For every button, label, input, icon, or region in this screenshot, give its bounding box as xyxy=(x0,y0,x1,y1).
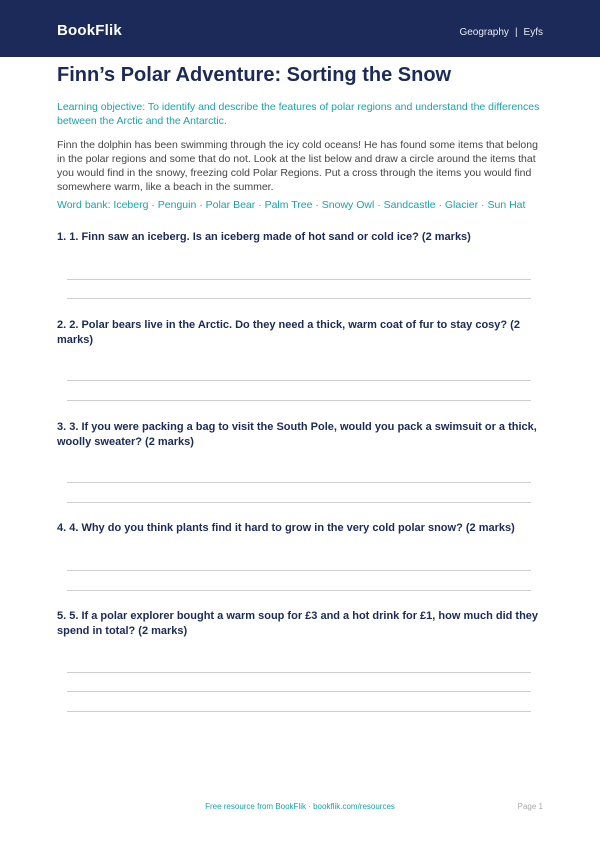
worksheet-title: Finn’s Polar Adventure: Sorting the Snow xyxy=(57,64,452,86)
answer-line[interactable] xyxy=(67,400,531,401)
subject-label: Geography xyxy=(459,27,509,38)
question-1: 1. 1. Finn saw an iceberg. Is an iceberg made of hot sand or cold ice? (2 marks) xyxy=(57,231,471,243)
level-label: Eyfs xyxy=(523,27,543,38)
meta-separator: | xyxy=(514,27,518,38)
question-5: 5. 5. If a polar explorer bought a warm soup for £3 and a hot drink for £1, how much did they spend in total? (2 marks) xyxy=(57,610,539,637)
learning-objective: Learning objective: To identify and describe the features of polar regions and understand the differences between the Arctic and the Antarctic. xyxy=(57,101,540,127)
question-4: 4. 4. Why do you think plants find it hard to grow in the very cold polar snow? (2 marks) xyxy=(57,522,515,534)
answer-line[interactable] xyxy=(67,298,531,299)
answer-line[interactable] xyxy=(67,482,531,483)
answer-line[interactable] xyxy=(67,380,531,381)
word-bank: Word bank: Iceberg · Penguin · Polar Bear · Palm Tree · Snowy Owl · Sandcastle · Glacier · Sun Hat xyxy=(57,199,526,211)
answer-line[interactable] xyxy=(67,502,531,503)
answer-line[interactable] xyxy=(67,672,531,673)
header-bar xyxy=(0,0,600,57)
answer-line[interactable] xyxy=(67,590,531,591)
subject-level xyxy=(459,27,543,38)
answer-line[interactable] xyxy=(67,279,531,280)
footer-credit[interactable]: Free resource from BookFlik · bookflik.com/resources xyxy=(205,802,395,811)
answer-line[interactable] xyxy=(67,691,531,692)
answer-line[interactable] xyxy=(67,711,531,712)
question-3: 3. 3. If you were packing a bag to visit the South Pole, would you pack a swimsuit or a thick, woolly sweater? (2 marks) xyxy=(57,421,537,448)
answer-line[interactable] xyxy=(67,570,531,571)
question-2: 2. 2. Polar bears live in the Arctic. Do they need a thick, warm coat of fur to stay cosy? (2 marks) xyxy=(57,319,520,346)
brand-logo[interactable]: BookFlik xyxy=(57,22,122,39)
intro-paragraph: Finn the dolphin has been swimming through the icy cold oceans! He has found some items that belong in the polar regions and some that do not. Look at the list below and draw a circle around the items that you would find in the snowy, freezing cold Polar Regions. Put a cross through the items you would find somewhere warm, like a beach in the summer. xyxy=(57,139,538,193)
page-number: Page 1 xyxy=(517,802,543,811)
